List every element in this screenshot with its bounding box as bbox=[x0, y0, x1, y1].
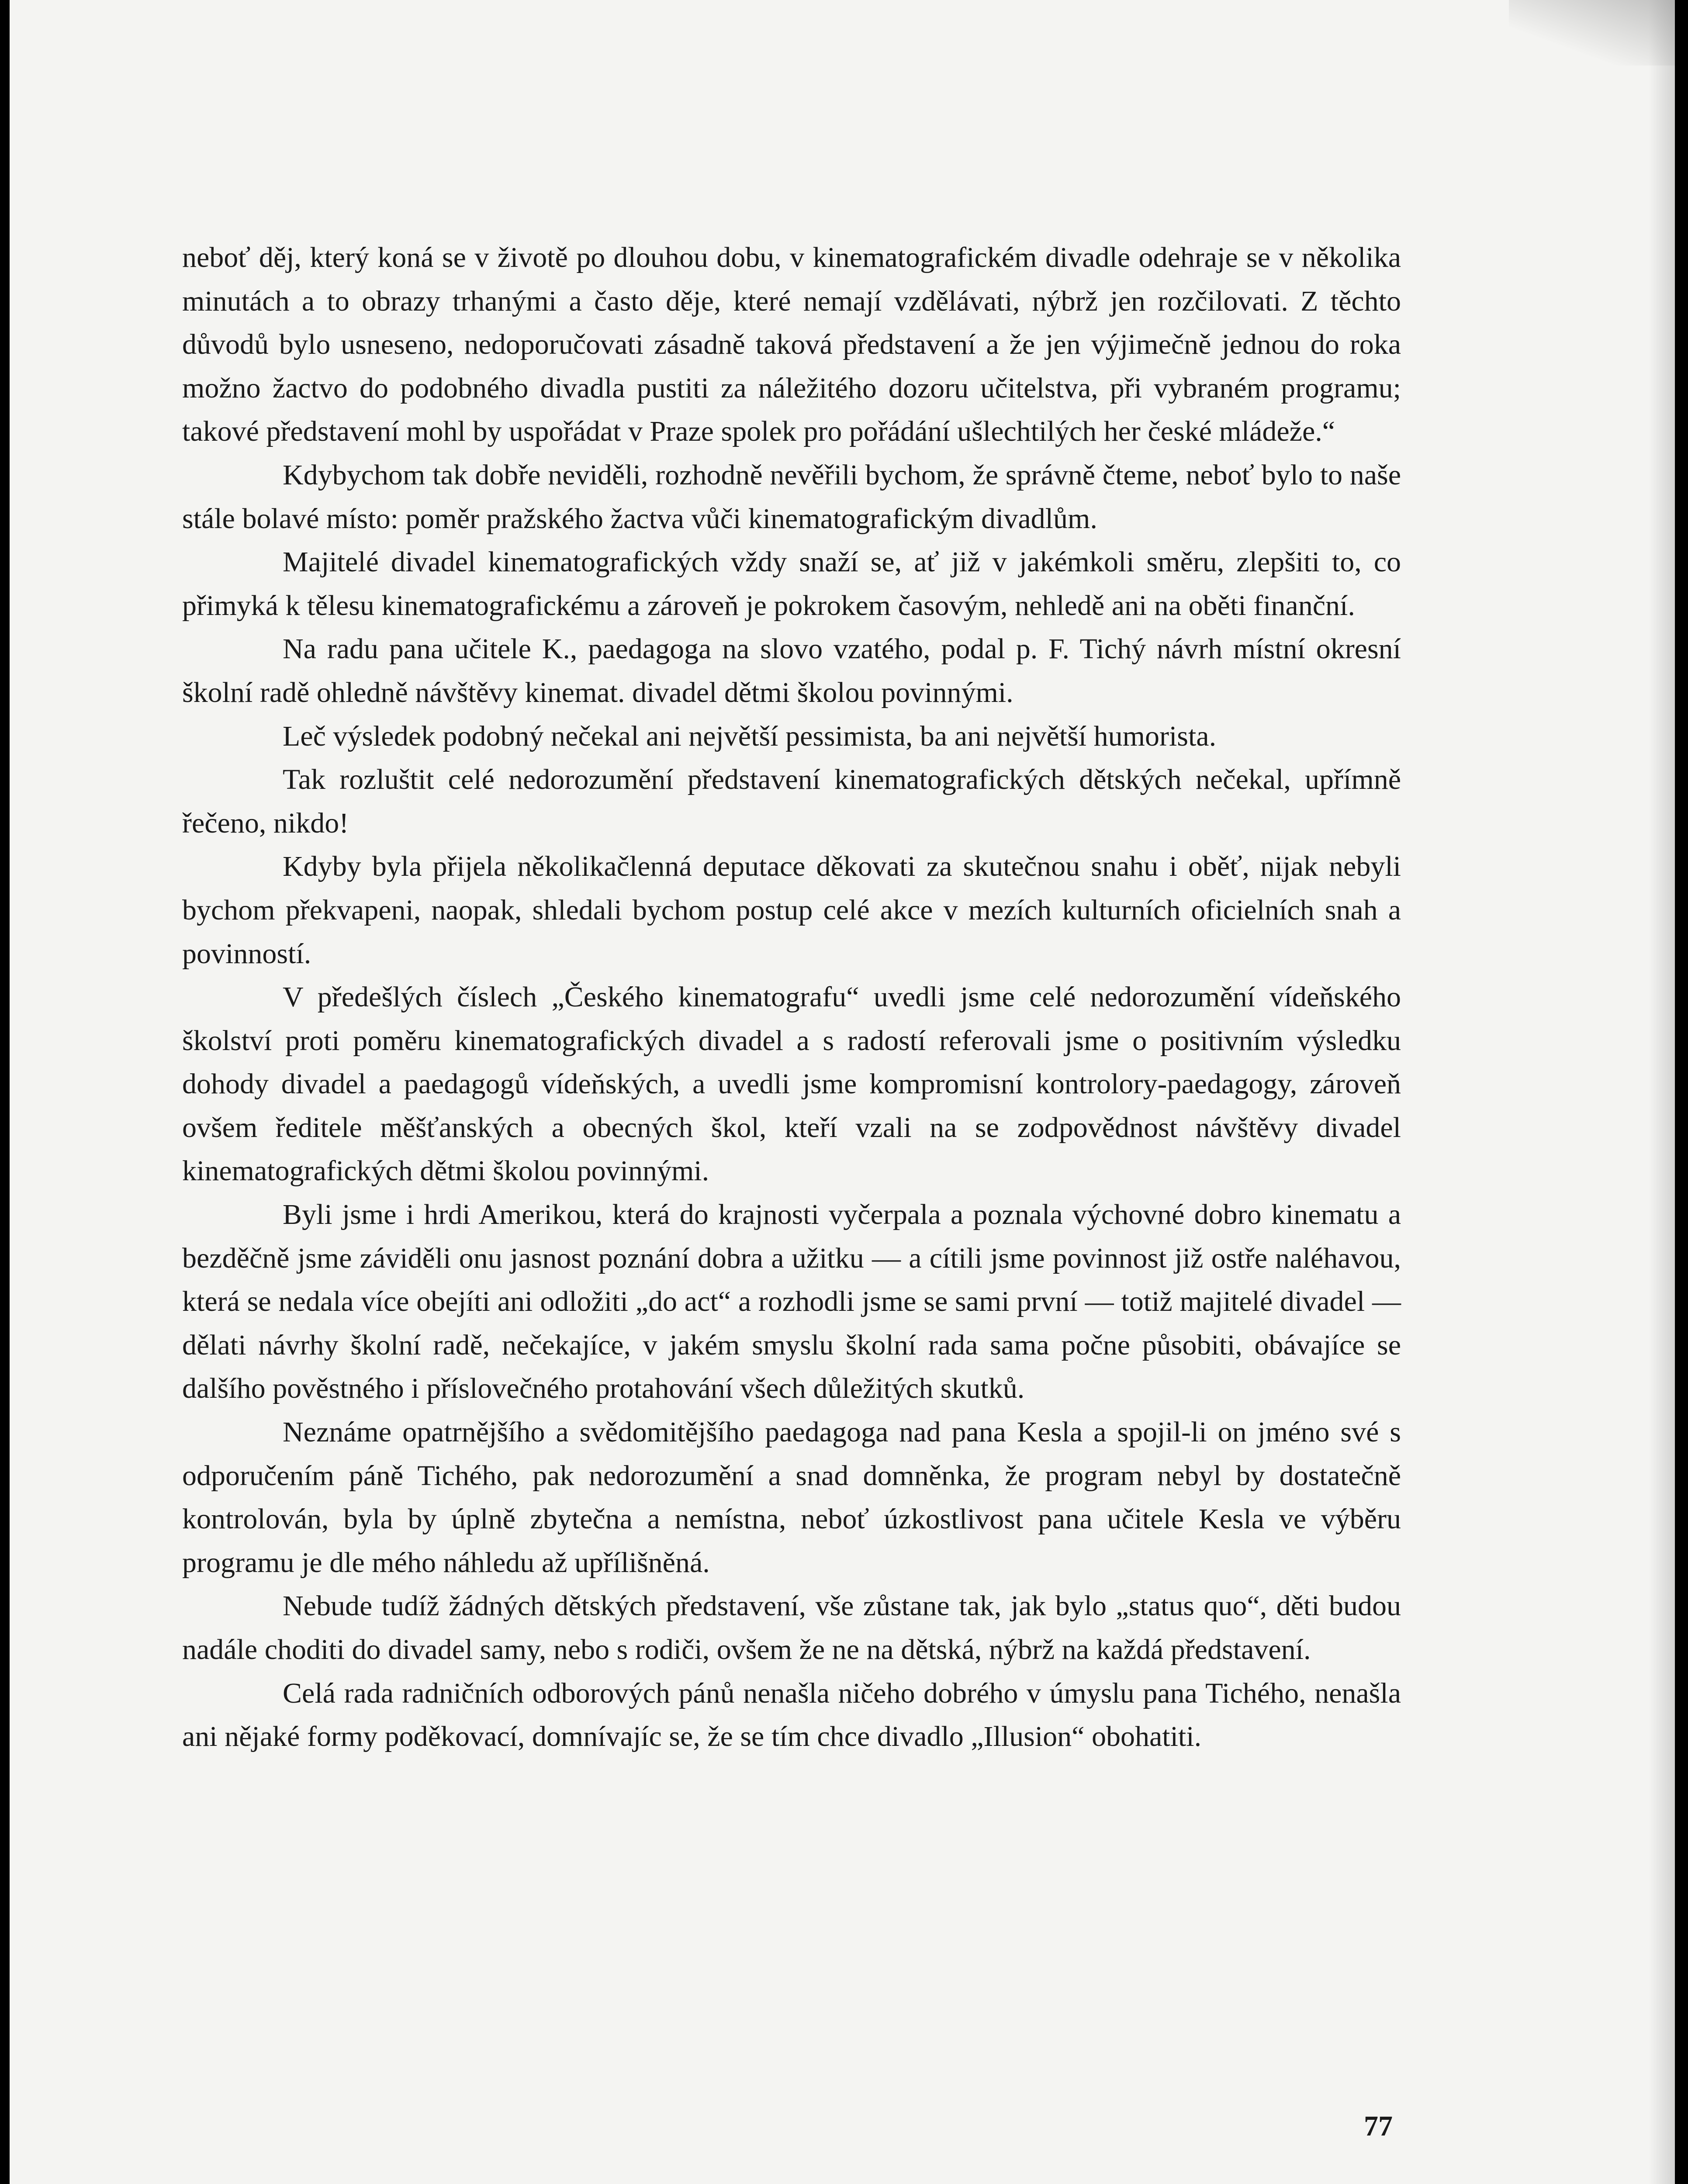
book-page bbox=[10, 0, 1675, 2184]
paragraph: neboť děj, který koná se v životě po dlouhou dobu, v kinematografickém divadle odehraje se v několika minutách a to obrazy trhanými a často děje, které nemají vzdělávati, nýbrž jen rozčilovati. Z těchto důvodů bylo usneseno, nedoporučovati zásadně taková představení a že jen výjimečně jednou do roka možno žactvo do podobného divadla pustiti za náležitého dozoru učitelstva, při vybraném programu; takové představení mohl by uspořádat v Praze spolek pro pořádání ušlechtilých her české mládeže.“ bbox=[182, 242, 1401, 448]
paragraph: Majitelé divadel kinematografických vždy snaží se, ať již v jakémkoli směru, zlepšiti to, co přimyká k tělesu kinematografickému a zároveň je pokrokem časovým, nehledě ani na oběti finanční. bbox=[182, 546, 1401, 622]
paragraph: V předešlých číslech „Českého kinematografu“ uvedli jsme celé nedorozumění vídeňského školství proti poměru kinematografických divadel a s radostí referovali jsme o positivním výsledku dohody divadel a paedagogů vídeňských, a uvedli jsme kompromisní kontrolory-paedagogy, zároveň ovšem ředitele měšťanských a obecných škol, kteří vzali na se zodpovědnost návštěvy divadel kinematografických dětmi školou povinnými. bbox=[182, 981, 1401, 1187]
scan-edge-shadow bbox=[1649, 0, 1675, 2184]
paragraph: Neznáme opatrnějšího a svědomitějšího paedagoga nad pana Kesla a spojil-li on jméno své s odporučením páně Tichého, pak nedorozumění a snad domněnka, že program nebyl by dostatečně kontrolován, byla by úplně zbytečna a nemístna, neboť úzkostlivost pana učitele Kesla ve výběru programu je dle mého náhledu až upřílišněná. bbox=[182, 1416, 1401, 1579]
page-number: 77 bbox=[1364, 2110, 1393, 2142]
paragraph: Kdybychom tak dobře neviděli, rozhodně nevěřili bychom, že správně čteme, neboť bylo to naše stále bolavé místo: poměr pražského žactva vůči kinematografickým divadlům. bbox=[182, 459, 1401, 535]
paragraph: Celá rada radničních odborových pánů nenašla ničeho dobrého v úmyslu pana Tichého, nenašla ani nějaké formy poděkovací, domnívajíc se, že se tím chce divadlo „Illusion“ obohatiti. bbox=[182, 1677, 1401, 1753]
paragraph: Na radu pana učitele K., paedagoga na slovo vzatého, podal p. F. Tichý návrh místní okresní školní radě ohledně návštěvy kinemat. divadel dětmi školou povinnými. bbox=[182, 633, 1401, 708]
paragraph: Kdyby byla přijela několikačlenná deputace děkovati za skutečnou snahu i oběť, nijak nebyli bychom překvapeni, naopak, shledali bychom postup celé akce v mezích kulturních oficielních snah a povinností. bbox=[182, 850, 1401, 970]
paragraph: Byli jsme i hrdi Amerikou, která do krajnosti vyčerpala a poznala výchovné dobro kinematu a bezděčně jsme záviděli onu jasnost poznání dobra a užitku — a cítili jsme povinnost již ostře naléhavou, která se nedala více obejíti ani odložiti „do act“ a rozhodli jsme se sami první — totiž majitelé divadel — dělati návrhy školní radě, nečekajíce, v jakém smyslu školní rada sama počne působiti, obávajíce se dalšího pověstného i příslovečného protahování všech důležitých skutků. bbox=[182, 1199, 1401, 1405]
paragraph: Leč výsledek podobný nečekal ani největší pessimista, ba ani největší humorista. bbox=[283, 720, 1217, 752]
paragraph: Nebude tudíž žádných dětských představení, vše zůstane tak, jak bylo „status quo“, děti budou nadále choditi do divadel samy, nebo s rodiči, ovšem že ne na dětská, nýbrž na každá představení. bbox=[182, 1590, 1401, 1666]
body-text bbox=[182, 236, 1401, 1759]
scan-corner-shadow bbox=[1509, 0, 1675, 66]
paragraph: Tak rozluštit celé nedorozumění představení kinematografických dětských nečekal, upřímně řečeno, nikdo! bbox=[182, 764, 1401, 839]
